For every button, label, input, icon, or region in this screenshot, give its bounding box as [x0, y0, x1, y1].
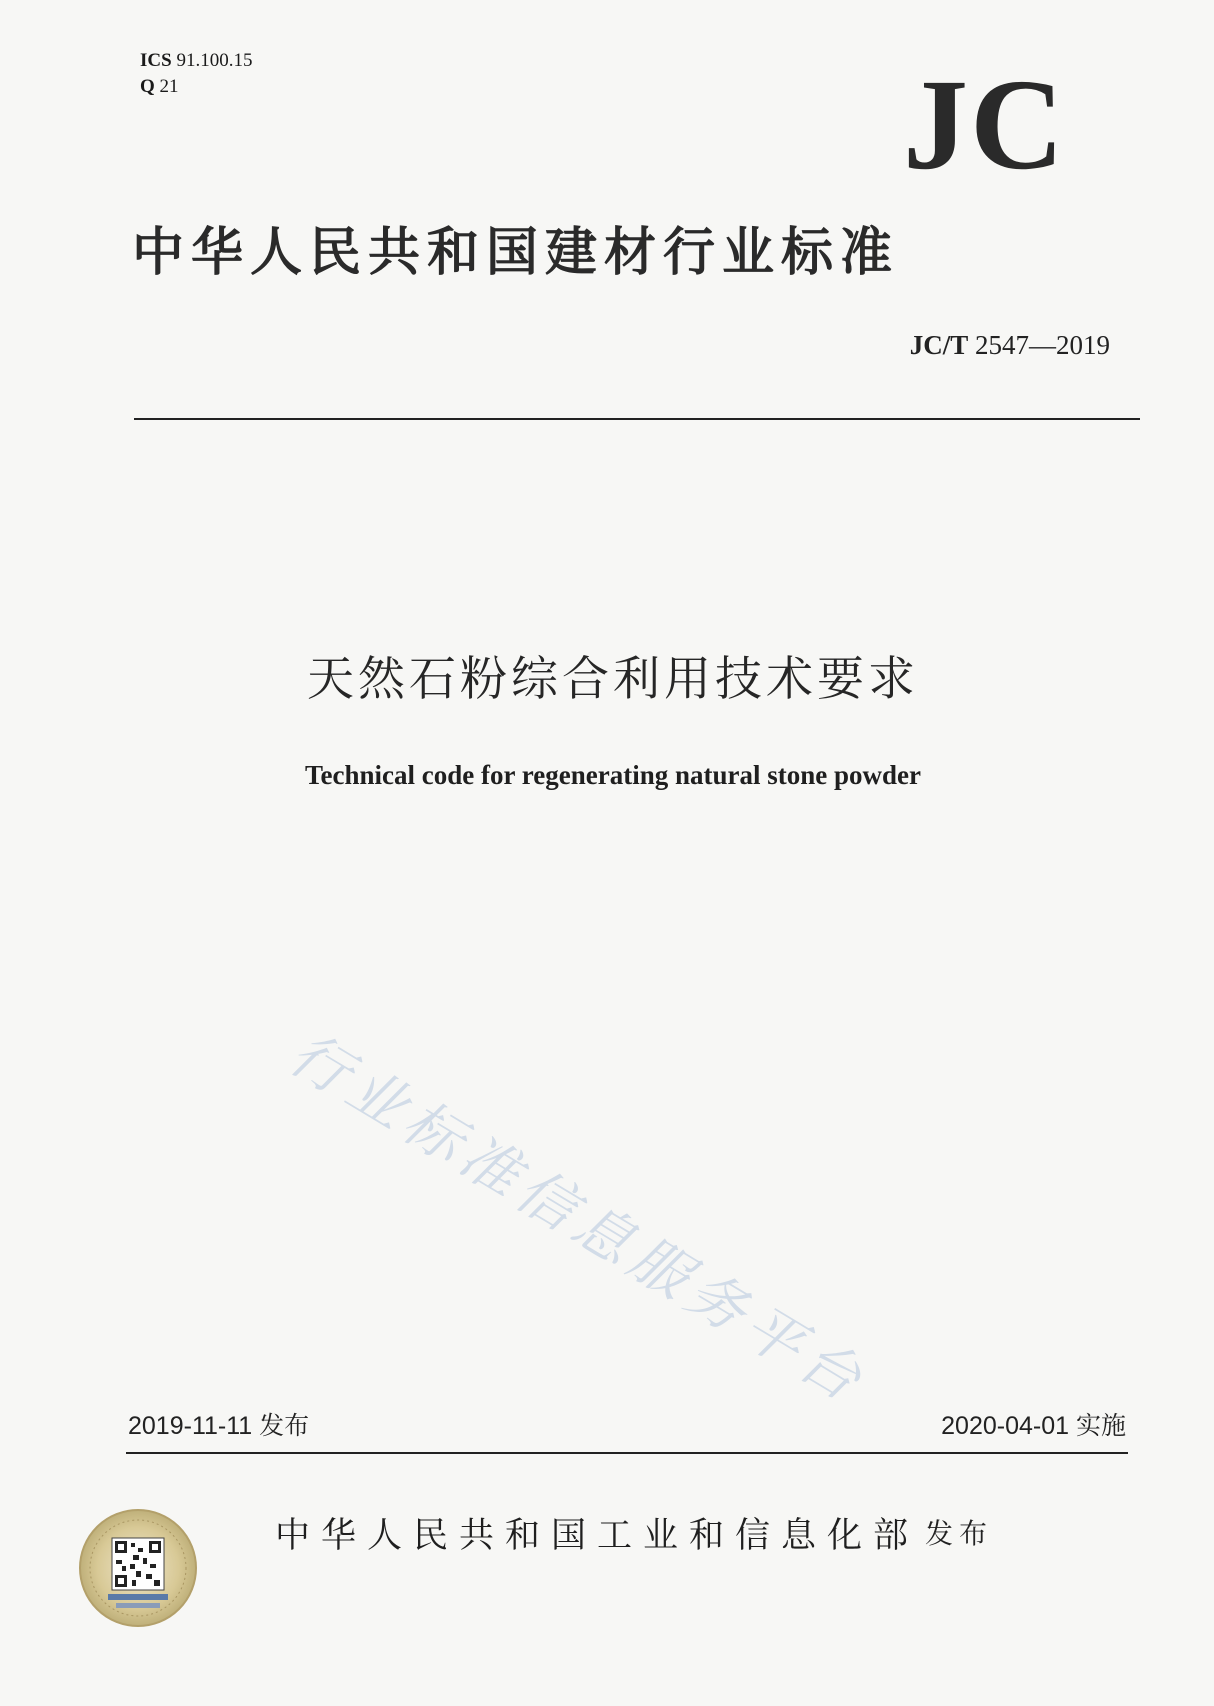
ics-code: 91.100.15 [176, 50, 253, 71]
standard-prefix: JC/T [909, 330, 969, 360]
anti-counterfeit-seal-qr-icon [78, 1508, 198, 1628]
implement-date: 2020-04-01 [941, 1412, 1070, 1440]
ccs-label: Q [140, 76, 155, 97]
ics-line [140, 48, 252, 74]
organization-title: 中华人民共和国建材行业标准 [132, 223, 900, 283]
watermark-text: 行业标准信息服务平台 [278, 1019, 880, 1418]
ics-label: ICS [140, 50, 172, 71]
issuer-name: 中华人民共和国工业和信息化部 [275, 1516, 920, 1556]
jc-logo: JC [903, 53, 1066, 197]
implement-date-line [941, 1406, 1126, 1442]
top-divider [134, 418, 1140, 420]
issue-date-line [128, 1406, 309, 1442]
standard-code: 2547—2019 [975, 330, 1110, 360]
ccs-line [140, 74, 252, 100]
english-title: Technical code for regenerating natural stone powder [305, 760, 921, 790]
issuer-action: 发布 [925, 1517, 994, 1550]
issue-label: 发布 [259, 1412, 310, 1440]
chinese-title: 天然石粉综合利用技术要求 [307, 652, 919, 707]
issue-date: 2019-11-11 [128, 1412, 253, 1440]
ccs-code: 21 [159, 76, 179, 97]
implement-label: 实施 [1075, 1412, 1126, 1440]
classification-codes [140, 48, 252, 100]
standard-number [910, 330, 1110, 361]
bottom-divider [126, 1452, 1128, 1454]
